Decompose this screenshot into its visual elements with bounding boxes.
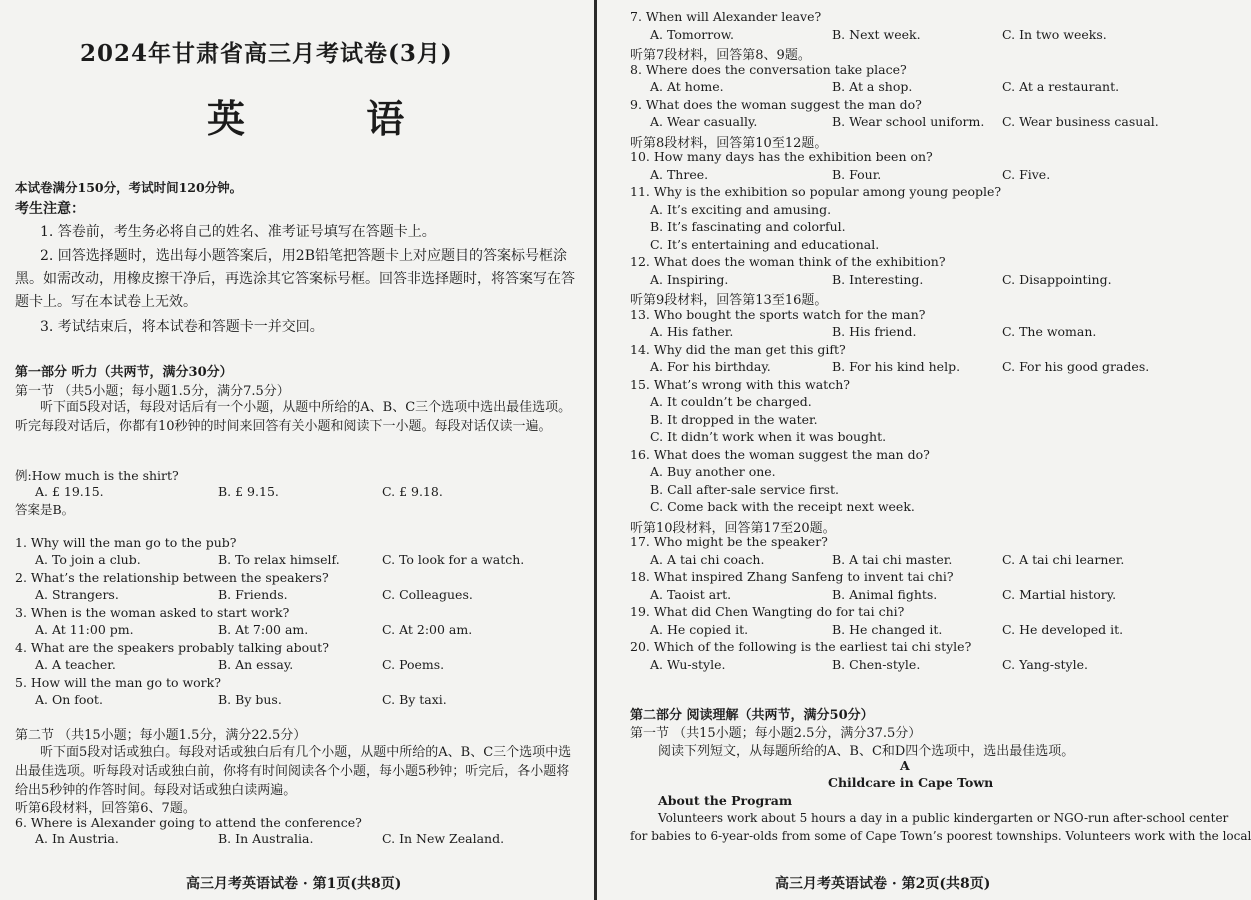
answer-option: A. It couldn’t be charged. — [650, 394, 812, 409]
example-option-a: A. £ 19.15. — [35, 484, 104, 499]
question-stem: 19. What did Chen Wangting do for tai chi? — [630, 604, 905, 619]
question-stem: 16. What does the woman suggest the man do? — [630, 446, 930, 462]
answer-option: B. He changed it. — [832, 621, 943, 637]
q1-option-a: A. To join a club. — [35, 552, 141, 567]
q3-option-b: B. At 7:00 am. — [218, 622, 309, 637]
question-6: 6. Where is Alexander going to attend the conference? — [15, 815, 362, 830]
q5-option-b: B. By bus. — [218, 692, 282, 707]
page-divider — [594, 0, 597, 900]
question-stem: 17. Who might be the speaker? — [630, 534, 828, 549]
answer-option: A. At home. — [650, 79, 724, 94]
part2-section1-title: 第一节 （共15小题；每小题2.5分，满分37.5分） — [630, 726, 922, 741]
answer-option: B. Animal fights. — [832, 586, 938, 602]
answer-option: A. He copied it. — [650, 621, 749, 637]
answer-option: B. Four. — [832, 166, 882, 182]
q5-option-c: C. By taxi. — [382, 692, 447, 707]
question-stem: 20. Which of the following is the earliest tai chi style? — [630, 639, 972, 654]
answer-option: C. A tai chi learner. — [1002, 551, 1125, 567]
answer-option: B. Next week. — [832, 26, 921, 42]
q1-option-c: C. To look for a watch. — [382, 552, 525, 567]
question-stem: 15. What’s wrong with this watch? — [630, 376, 850, 392]
answer-option: A. Wear casually. — [650, 114, 758, 129]
answer-option: B. Wear school uniform. — [832, 114, 985, 129]
q2-option-b: B. Friends. — [218, 587, 288, 602]
q6-option-a: A. In Austria. — [35, 831, 119, 846]
q2-option-a: A. Strangers. — [35, 587, 119, 602]
part2-title: 第二部分 阅读理解（共两节，满分50分） — [630, 708, 874, 723]
notice-title: 考生注意： — [15, 201, 85, 217]
answer-option: A. His father. — [650, 324, 734, 339]
question-5: 5. How will the man go to work? — [15, 675, 221, 690]
passage-letter: A — [900, 758, 910, 773]
answer-option: B. It dropped in the water. — [650, 411, 818, 427]
left-page — [0, 0, 592, 900]
notice-item-3: 3. 考试结束后，将本试卷和答题卡一并交回。 — [40, 319, 324, 335]
answer-option: C. It’s entertaining and educational. — [650, 236, 880, 252]
about-heading: About the Program — [658, 793, 793, 808]
answer-option: C. Five. — [1002, 166, 1051, 182]
part2-directions: 阅读下列短文，从每题所给的A、B、C和D四个选项中，选出最佳选项。 — [658, 744, 1075, 759]
notice-item-2: 2. 回答选择题时，选出每小题答案后，用2B铅笔把答题卡上对应题目的答案标号框涂黑。如需改动，用橡皮擦干净后，再选涂其它答案标号框。回答非选择题时，将答案写在答题卡上。写在本试卷上无效。 — [15, 248, 575, 310]
answer-option: B. For his kind help. — [832, 359, 961, 374]
answer-option: B. At a shop. — [832, 79, 913, 94]
answer-option: C. In two weeks. — [1002, 26, 1107, 42]
q6-option-b: B. In Australia. — [218, 831, 314, 846]
material-heading: 听第7段材料，回答第8、9题。 — [630, 48, 811, 63]
answer-option: A. Inspiring. — [650, 271, 729, 287]
question-2: 2. What’s the relationship between the speakers? — [15, 570, 329, 585]
material-heading: 听第9段材料，回答第13至16题。 — [630, 293, 828, 308]
q4-option-a: A. A teacher. — [35, 657, 116, 672]
answer-option: C. At a restaurant. — [1002, 79, 1120, 94]
answer-option: C. Martial history. — [1002, 586, 1117, 602]
q3-option-a: A. At 11:00 pm. — [35, 622, 134, 637]
subject-title: 英 语 — [207, 96, 459, 141]
passage-title: Childcare in Cape Town — [828, 775, 994, 790]
answer-option: C. Disappointing. — [1002, 271, 1112, 287]
answer-option: B. Call after-sale service first. — [650, 481, 839, 497]
q5-option-a: A. On foot. — [35, 692, 103, 707]
example-answer: 答案是B。 — [15, 502, 75, 517]
answer-option: B. It’s fascinating and colorful. — [650, 219, 846, 234]
example-question: 例:How much is the shirt? — [15, 468, 179, 483]
answer-option: A. Buy another one. — [650, 464, 776, 479]
about-line-2: for babies to 6-year-olds from some of Cape Town’s poorest townships. Volunteers work with the local — [630, 829, 1251, 843]
q6-option-c: C. In New Zealand. — [382, 831, 505, 846]
question-stem: 7. When will Alexander leave? — [630, 9, 822, 24]
q1-option-b: B. To relax himself. — [218, 552, 340, 567]
question-stem: 11. Why is the exhibition so popular among young people? — [630, 184, 1002, 199]
question-stem: 14. Why did the man get this gift? — [630, 341, 846, 357]
answer-option: A. Wu-style. — [650, 656, 726, 672]
part1-section1-title: 第一节 （共5小题；每小题1.5分，满分7.5分） — [15, 384, 290, 399]
question-1: 1. Why will the man go to the pub? — [15, 535, 237, 550]
right-page — [600, 0, 1251, 900]
q3-option-c: C. At 2:00 am. — [382, 622, 473, 637]
answer-option: B. Interesting. — [832, 271, 924, 287]
answer-option: A. It’s exciting and amusing. — [650, 201, 832, 217]
answer-option: A. Three. — [650, 166, 709, 182]
part1-title: 第一部分 听力（共两节，满分30分） — [15, 365, 233, 380]
score-time-note: 本试卷满分150分，考试时间120分钟。 — [15, 180, 243, 195]
answer-option: B. Chen-style. — [832, 656, 921, 672]
material-6-heading: 听第6段材料，回答第6、7题。 — [15, 801, 196, 816]
material-heading: 听第8段材料，回答第10至12题。 — [630, 135, 828, 151]
answer-option: C. Wear business casual. — [1002, 114, 1159, 129]
question-stem: 18. What inspired Zhang Sanfeng to invent tai chi? — [630, 569, 954, 584]
answer-option: A. Taoist art. — [650, 586, 732, 602]
answer-option: A. Tomorrow. — [650, 26, 734, 42]
question-stem: 13. Who bought the sports watch for the man? — [630, 306, 926, 322]
about-line-1: Volunteers work about 5 hours a day in a public kindergarten or NGO-run after-school center — [658, 811, 1229, 825]
example-option-c: C. £ 9.18. — [382, 484, 443, 499]
q4-option-c: C. Poems. — [382, 657, 445, 672]
q4-option-b: B. An essay. — [218, 657, 294, 672]
answer-option: A. A tai chi coach. — [650, 551, 765, 567]
answer-option: A. For his birthday. — [650, 359, 771, 374]
notice-item-1: 1. 答卷前，考生务必将自己的姓名、准考证号填写在答题卡上。 — [40, 224, 436, 240]
answer-option: C. It didn’t work when it was bought. — [650, 429, 887, 444]
question-stem: 9. What does the woman suggest the man do? — [630, 96, 922, 112]
answer-option: B. A tai chi master. — [832, 551, 953, 567]
question-stem: 8. Where does the conversation take place? — [630, 61, 907, 77]
answer-option: C. For his good grades. — [1002, 359, 1150, 374]
question-stem: 12. What does the woman think of the exhibition? — [630, 254, 946, 269]
part1-section1-desc: 听下面5段对话，每段对话后有一个小题，从题中所给的A、B、C三个选项中选出最佳选项。听完每段对话后，你都有10秒钟的时间来回答有关小题和阅读下一小题。每段对话仅读一遍。 — [15, 400, 572, 434]
example-option-b: B. £ 9.15. — [218, 484, 279, 499]
left-page-footer: 高三月考英语试卷 · 第1页(共8页) — [186, 876, 402, 892]
question-4: 4. What are the speakers probably talking about? — [15, 640, 329, 655]
answer-option: C. Yang-style. — [1002, 656, 1088, 672]
question-3: 3. When is the woman asked to start work? — [15, 605, 290, 620]
answer-option: C. Come back with the receipt next week. — [650, 499, 915, 514]
answer-option: C. The woman. — [1002, 324, 1097, 339]
question-stem: 10. How many days has the exhibition been on? — [630, 149, 933, 164]
part1-section2-desc: 听下面5段对话或独白。每段对话或独白后有几个小题，从题中所给的A、B、C三个选项中选出最佳选项。听每段对话或独白前，你将有时间阅读各个小题，每小题5秒钟；听完后，各小题将给出5秒钟的作答时间。每段对话或独白读两遍。 — [15, 745, 572, 798]
answer-option: C. He developed it. — [1002, 621, 1124, 637]
answer-option: B. His friend. — [832, 324, 917, 339]
part1-section2-title: 第二节 （共15小题；每小题1.5分，满分22.5分） — [15, 728, 307, 743]
q2-option-c: C. Colleagues. — [382, 587, 473, 602]
material-heading: 听第10段材料，回答第17至20题。 — [630, 520, 836, 536]
exam-title: 2024年甘肃省高三月考试卷(3月) — [80, 40, 453, 67]
right-page-footer: 高三月考英语试卷 · 第2页(共8页) — [775, 876, 991, 892]
